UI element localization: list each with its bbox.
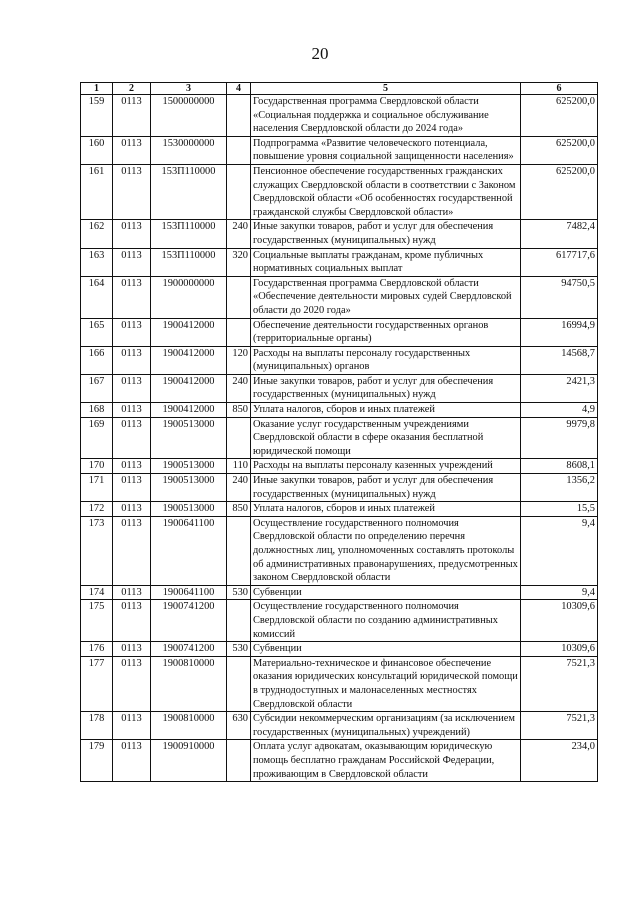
expense-type-cell: 240 <box>227 474 251 502</box>
section-code-cell: 0113 <box>113 740 151 782</box>
row-number-cell: 161 <box>81 164 113 219</box>
row-number-cell: 172 <box>81 502 113 517</box>
item-name-cell: Государственная программа Свердловской области «Социальная поддержка и социальное обслуживание населения Свердловской области до 2024 года» <box>251 95 521 137</box>
item-name-cell: Расходы на выплаты персоналу государственных (муниципальных) органов <box>251 346 521 374</box>
expense-type-cell: 110 <box>227 459 251 474</box>
amount-cell: 625200,0 <box>521 95 598 137</box>
amount-cell: 625200,0 <box>521 136 598 164</box>
header-col-4: 4 <box>227 83 251 95</box>
table-row <box>81 502 598 517</box>
amount-cell: 234,0 <box>521 740 598 782</box>
amount-cell: 7482,4 <box>521 220 598 248</box>
row-number-cell: 179 <box>81 740 113 782</box>
row-number-cell: 171 <box>81 474 113 502</box>
table-row <box>81 374 598 402</box>
section-code-cell: 0113 <box>113 712 151 740</box>
section-code-cell: 0113 <box>113 516 151 585</box>
target-article-cell: 1900641100 <box>151 585 227 600</box>
section-code-cell: 0113 <box>113 459 151 474</box>
item-name-cell: Государственная программа Свердловской области «Обеспечение деятельности мировых судей Свердловской области до 2020 года» <box>251 276 521 318</box>
section-code-cell: 0113 <box>113 374 151 402</box>
amount-cell: 1356,2 <box>521 474 598 502</box>
item-name-cell: Оказание услуг государственным учреждениями Свердловской области в сфере оказания бесплатной юридической помощи <box>251 417 521 459</box>
amount-cell: 4,9 <box>521 403 598 418</box>
expense-type-cell <box>227 276 251 318</box>
target-article-cell: 1900513000 <box>151 502 227 517</box>
target-article-cell: 1900741200 <box>151 642 227 657</box>
section-code-cell: 0113 <box>113 656 151 711</box>
target-article-cell: 1900412000 <box>151 374 227 402</box>
row-number-cell: 160 <box>81 136 113 164</box>
item-name-cell: Иные закупки товаров, работ и услуг для обеспечения государственных (муниципальных) нужд <box>251 220 521 248</box>
row-number-cell: 170 <box>81 459 113 474</box>
page-number: 20 <box>311 44 329 63</box>
item-name-cell: Материально-техническое и финансовое обеспечение оказания юридических консультаций юридической помощи в труднодоступных и малонаселенных местностях Свердловской области <box>251 656 521 711</box>
row-number-cell: 165 <box>81 318 113 346</box>
expense-type-cell <box>227 656 251 711</box>
table-row <box>81 318 598 346</box>
table-body <box>81 95 598 782</box>
amount-cell: 625200,0 <box>521 164 598 219</box>
item-name-cell: Иные закупки товаров, работ и услуг для обеспечения государственных (муниципальных) нужд <box>251 474 521 502</box>
target-article-cell: 153П110000 <box>151 220 227 248</box>
row-number-cell: 173 <box>81 516 113 585</box>
table-row <box>81 276 598 318</box>
amount-cell: 9979,8 <box>521 417 598 459</box>
row-number-cell: 167 <box>81 374 113 402</box>
header-col-3: 3 <box>151 83 227 95</box>
target-article-cell: 1500000000 <box>151 95 227 137</box>
table-row <box>81 95 598 137</box>
amount-cell: 14568,7 <box>521 346 598 374</box>
expense-type-cell: 240 <box>227 374 251 402</box>
expense-type-cell <box>227 417 251 459</box>
section-code-cell: 0113 <box>113 95 151 137</box>
section-code-cell: 0113 <box>113 585 151 600</box>
row-number-cell: 175 <box>81 600 113 642</box>
row-number-cell: 163 <box>81 248 113 276</box>
table-row <box>81 642 598 657</box>
target-article-cell: 1900513000 <box>151 417 227 459</box>
expense-type-cell <box>227 318 251 346</box>
item-name-cell: Оплата услуг адвокатам, оказывающим юридическую помощь бесплатно гражданам Российской Федерации, проживающим в Свердловской области <box>251 740 521 782</box>
table-row <box>81 346 598 374</box>
row-number-cell: 159 <box>81 95 113 137</box>
table-row <box>81 248 598 276</box>
expense-type-cell <box>227 164 251 219</box>
amount-cell: 15,5 <box>521 502 598 517</box>
amount-cell: 9,4 <box>521 516 598 585</box>
expense-type-cell <box>227 136 251 164</box>
budget-table <box>80 82 598 782</box>
table-row <box>81 403 598 418</box>
item-name-cell: Субвенции <box>251 585 521 600</box>
amount-cell: 10309,6 <box>521 600 598 642</box>
item-name-cell: Осуществление государственного полномочия Свердловской области по определению перечня должностных лиц, уполномоченных составлять протоколы об административных правонарушениях, предусмотренных законом Свердловской области <box>251 516 521 585</box>
target-article-cell: 1900412000 <box>151 318 227 346</box>
section-code-cell: 0113 <box>113 600 151 642</box>
amount-cell: 617717,6 <box>521 248 598 276</box>
section-code-cell: 0113 <box>113 220 151 248</box>
expense-type-cell: 850 <box>227 403 251 418</box>
table-row <box>81 417 598 459</box>
expense-type-cell: 850 <box>227 502 251 517</box>
table-row <box>81 600 598 642</box>
item-name-cell: Субвенции <box>251 642 521 657</box>
section-code-cell: 0113 <box>113 346 151 374</box>
table-row <box>81 656 598 711</box>
item-name-cell: Осуществление государственного полномочия Свердловской области по созданию административных комиссий <box>251 600 521 642</box>
expense-type-cell: 530 <box>227 585 251 600</box>
expense-type-cell <box>227 516 251 585</box>
target-article-cell: 1900910000 <box>151 740 227 782</box>
row-number-cell: 176 <box>81 642 113 657</box>
expense-type-cell: 120 <box>227 346 251 374</box>
header-col-1: 1 <box>81 83 113 95</box>
amount-cell: 8608,1 <box>521 459 598 474</box>
target-article-cell: 1900641100 <box>151 516 227 585</box>
target-article-cell: 1900741200 <box>151 600 227 642</box>
section-code-cell: 0113 <box>113 318 151 346</box>
table-row <box>81 740 598 782</box>
table-row <box>81 516 598 585</box>
target-article-cell: 1900513000 <box>151 474 227 502</box>
row-number-cell: 162 <box>81 220 113 248</box>
row-number-cell: 177 <box>81 656 113 711</box>
row-number-cell: 166 <box>81 346 113 374</box>
item-name-cell: Уплата налогов, сборов и иных платежей <box>251 403 521 418</box>
header-col-2: 2 <box>113 83 151 95</box>
amount-cell: 7521,3 <box>521 712 598 740</box>
table-row <box>81 136 598 164</box>
section-code-cell: 0113 <box>113 642 151 657</box>
expense-type-cell: 630 <box>227 712 251 740</box>
expense-type-cell <box>227 600 251 642</box>
target-article-cell: 153П110000 <box>151 164 227 219</box>
table-row <box>81 459 598 474</box>
item-name-cell: Пенсионное обеспечение государственных гражданских служащих Свердловской области в соответствии с Законом Свердловской области «Об особенностях государственной гражданской службы Свердловской области» <box>251 164 521 219</box>
table-row <box>81 712 598 740</box>
target-article-cell: 153П110000 <box>151 248 227 276</box>
section-code-cell: 0113 <box>113 417 151 459</box>
item-name-cell: Иные закупки товаров, работ и услуг для обеспечения государственных (муниципальных) нужд <box>251 374 521 402</box>
item-name-cell: Подпрограмма «Развитие человеческого потенциала, повышение уровня социальной защищенности населения» <box>251 136 521 164</box>
amount-cell: 16994,9 <box>521 318 598 346</box>
item-name-cell: Субсидии некоммерческим организациям (за исключением государственных (муниципальных) учреждений) <box>251 712 521 740</box>
amount-cell: 9,4 <box>521 585 598 600</box>
item-name-cell: Уплата налогов, сборов и иных платежей <box>251 502 521 517</box>
table-row <box>81 474 598 502</box>
item-name-cell: Расходы на выплаты персоналу казенных учреждений <box>251 459 521 474</box>
expense-type-cell: 320 <box>227 248 251 276</box>
amount-cell: 7521,3 <box>521 656 598 711</box>
table-row <box>81 164 598 219</box>
header-col-6: 6 <box>521 83 598 95</box>
row-number-cell: 168 <box>81 403 113 418</box>
amount-cell: 2421,3 <box>521 374 598 402</box>
header-row <box>81 83 598 95</box>
table-row <box>81 585 598 600</box>
section-code-cell: 0113 <box>113 136 151 164</box>
expense-type-cell <box>227 740 251 782</box>
row-number-cell: 169 <box>81 417 113 459</box>
table-row <box>81 220 598 248</box>
target-article-cell: 1530000000 <box>151 136 227 164</box>
expense-type-cell <box>227 95 251 137</box>
item-name-cell: Обеспечение деятельности государственных органов (территориальные органы) <box>251 318 521 346</box>
row-number-cell: 164 <box>81 276 113 318</box>
table-header <box>81 83 598 95</box>
section-code-cell: 0113 <box>113 474 151 502</box>
target-article-cell: 1900810000 <box>151 656 227 711</box>
row-number-cell: 174 <box>81 585 113 600</box>
amount-cell: 10309,6 <box>521 642 598 657</box>
target-article-cell: 1900412000 <box>151 346 227 374</box>
section-code-cell: 0113 <box>113 502 151 517</box>
section-code-cell: 0113 <box>113 164 151 219</box>
section-code-cell: 0113 <box>113 403 151 418</box>
target-article-cell: 1900513000 <box>151 459 227 474</box>
item-name-cell: Социальные выплаты гражданам, кроме публичных нормативных социальных выплат <box>251 248 521 276</box>
expense-type-cell: 530 <box>227 642 251 657</box>
row-number-cell: 178 <box>81 712 113 740</box>
target-article-cell: 1900412000 <box>151 403 227 418</box>
section-code-cell: 0113 <box>113 248 151 276</box>
target-article-cell: 1900810000 <box>151 712 227 740</box>
section-code-cell: 0113 <box>113 276 151 318</box>
amount-cell: 94750,5 <box>521 276 598 318</box>
expense-type-cell: 240 <box>227 220 251 248</box>
header-col-5: 5 <box>251 83 521 95</box>
target-article-cell: 1900000000 <box>151 276 227 318</box>
